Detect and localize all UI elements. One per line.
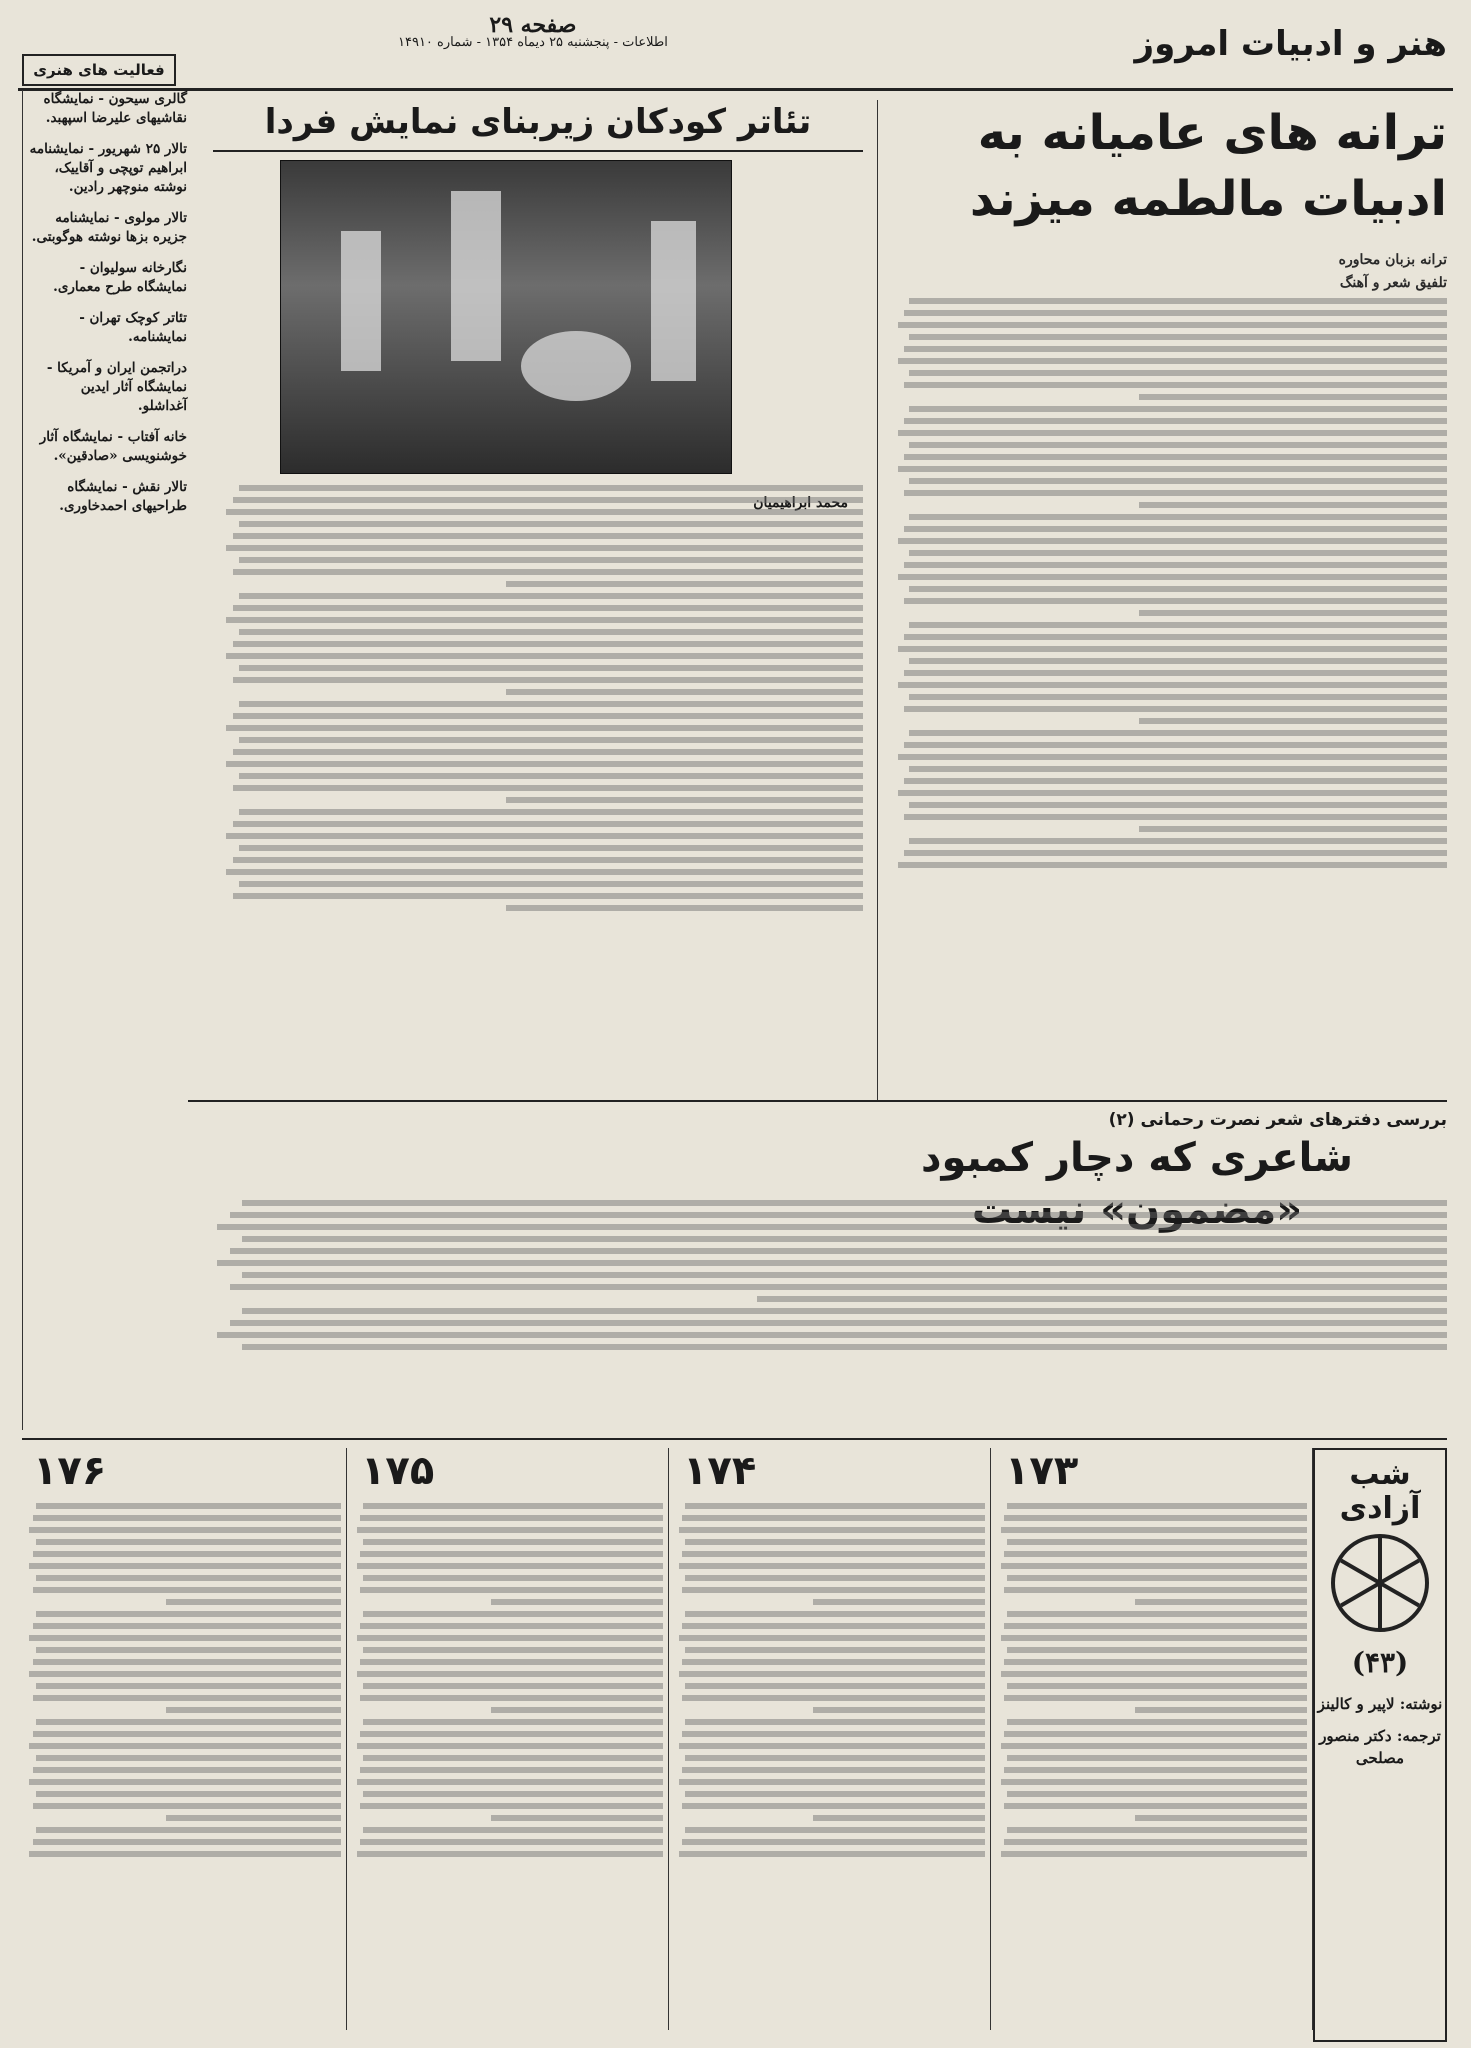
text-line [685, 1683, 985, 1689]
text-line [682, 1587, 985, 1593]
text-line [909, 514, 1447, 520]
text-line [1004, 1767, 1307, 1773]
column-divider [346, 1448, 348, 2030]
photo-figure [651, 221, 696, 381]
text-line [363, 1791, 663, 1797]
text-line [904, 346, 1447, 352]
text-line [360, 1839, 663, 1845]
text-line [1001, 1851, 1307, 1857]
serial-title: شب آزادی [1339, 1457, 1421, 1526]
text-line [226, 545, 863, 551]
text-line [29, 1563, 341, 1569]
issue-line: اطلاعات - پنجشنبه ۲۵ دیماه ۱۳۵۴ - شماره ۱۴۹۱۰ [398, 35, 668, 50]
text-line [909, 478, 1447, 484]
text-line [357, 1743, 663, 1749]
text-line [813, 1707, 985, 1713]
text-line [36, 1755, 341, 1761]
text-line [898, 538, 1447, 544]
text-line [360, 1551, 663, 1557]
episode-number: ۱۷۵ [361, 1448, 435, 1494]
text-line [679, 1635, 985, 1641]
text-line [230, 1248, 1447, 1254]
text-line [239, 557, 863, 563]
text-line [357, 1563, 663, 1569]
text-line [1135, 1707, 1307, 1713]
text-line [1004, 1623, 1307, 1629]
text-line [904, 742, 1447, 748]
text-line [757, 1296, 1447, 1302]
text-line [33, 1623, 341, 1629]
text-line [1001, 1671, 1307, 1677]
text-line [679, 1851, 985, 1857]
text-line [909, 694, 1447, 700]
text-line [242, 1344, 1447, 1350]
text-line [1139, 394, 1447, 400]
text-line [360, 1587, 663, 1593]
text-line [239, 737, 863, 743]
text-line [233, 641, 864, 647]
text-line [682, 1623, 985, 1629]
text-line [1001, 1563, 1307, 1569]
text-line [36, 1611, 341, 1617]
text-line [1004, 1695, 1307, 1701]
text-line [909, 442, 1447, 448]
newspaper-page [18, 10, 1453, 2040]
text-line [491, 1599, 663, 1605]
text-line [682, 1839, 985, 1845]
column-divider [877, 100, 879, 1100]
column-divider [668, 1448, 670, 2030]
event-item: تئاتر کوچک تهران - نمایشنامه. [79, 310, 187, 345]
photo-figure [341, 231, 381, 371]
text-line [904, 634, 1447, 640]
text-line [230, 1320, 1447, 1326]
text-line [909, 586, 1447, 592]
episode-column [351, 1448, 663, 2030]
text-line [239, 485, 863, 491]
text-line [1139, 502, 1447, 508]
text-line [226, 761, 863, 767]
text-line [36, 1647, 341, 1653]
text-line [239, 665, 863, 671]
photo-figure [521, 331, 631, 401]
article-songs-body [887, 246, 1447, 1126]
text-line [682, 1659, 985, 1665]
episode-body [673, 1498, 985, 2018]
text-line [898, 646, 1447, 652]
text-line [36, 1719, 341, 1725]
text-line [898, 358, 1447, 364]
text-line [685, 1827, 985, 1833]
text-line [904, 850, 1447, 856]
wheel-icon [1331, 1534, 1429, 1632]
text-line [363, 1683, 663, 1689]
text-line [29, 1635, 341, 1641]
text-line [226, 617, 863, 623]
text-line [909, 370, 1447, 376]
text-line [226, 725, 863, 731]
episode-column [995, 1448, 1307, 2030]
text-line [360, 1803, 663, 1809]
serial-part: (۴۳) [1351, 1646, 1409, 1679]
text-line [357, 1671, 663, 1677]
text-line [1004, 1839, 1307, 1845]
text-line [363, 1827, 663, 1833]
text-line [909, 622, 1447, 628]
text-line [360, 1623, 663, 1629]
episode-body [351, 1498, 663, 2018]
text-line [904, 526, 1447, 532]
text-line [909, 550, 1447, 556]
text-line [233, 497, 864, 503]
text-line [36, 1827, 341, 1833]
text-line [29, 1851, 341, 1857]
text-line [233, 749, 864, 755]
text-line [33, 1659, 341, 1665]
theater-photo [280, 160, 732, 474]
section-divider [22, 1438, 1447, 1440]
text-line [898, 790, 1447, 796]
text-line [1001, 1635, 1307, 1641]
text-line [166, 1815, 341, 1821]
text-line [898, 430, 1447, 436]
event-item: تالار مولوی - نمایشنامه جزیره بزها نوشته هوگوبتی. [31, 210, 187, 245]
text-line [909, 802, 1447, 808]
text-line [360, 1695, 663, 1701]
text-line [239, 593, 863, 599]
text-line [1004, 1731, 1307, 1737]
page-number: صفحه ۲۹ [489, 12, 577, 38]
text-line [1007, 1683, 1307, 1689]
text-line [909, 298, 1447, 304]
text-line [242, 1272, 1447, 1278]
episode-body [995, 1498, 1307, 2018]
text-line [1004, 1587, 1307, 1593]
text-line [904, 814, 1447, 820]
text-line [909, 766, 1447, 772]
text-line [33, 1731, 341, 1737]
episode-column [673, 1448, 985, 2030]
text-line [217, 1260, 1447, 1266]
text-line [363, 1611, 663, 1617]
text-line [813, 1815, 985, 1821]
text-line [491, 1707, 663, 1713]
text-line [682, 1767, 985, 1773]
text-line [1007, 1611, 1307, 1617]
text-line [1007, 1827, 1307, 1833]
text-line [904, 778, 1447, 784]
event-item: گالری سیحون - نمایشگاه نقاشیهای علیرضا اسپهبد. [43, 91, 187, 126]
text-line [242, 1236, 1447, 1242]
text-line [1004, 1551, 1307, 1557]
text-line [1007, 1755, 1307, 1761]
text-line [239, 809, 863, 815]
text-line [1135, 1599, 1307, 1605]
text-line [230, 1212, 1447, 1218]
text-line [909, 838, 1447, 844]
text-line [363, 1647, 663, 1653]
text-line [898, 862, 1447, 868]
text-line [226, 509, 863, 515]
text-line [360, 1515, 663, 1521]
text-line [36, 1539, 341, 1545]
text-line [33, 1695, 341, 1701]
text-line [36, 1503, 341, 1509]
text-line [506, 689, 864, 695]
section-divider [188, 1100, 1447, 1102]
text-line [233, 893, 864, 899]
text-line [909, 730, 1447, 736]
text-line [1007, 1503, 1307, 1509]
article-theater-title: تئاتر کودکان زیربنای نمایش فردا [213, 100, 863, 152]
text-line [909, 334, 1447, 340]
text-line [506, 905, 864, 911]
event-item: تالار ۲۵ شهریور - نمایشنامه ابراهیم توپچی و آقاییک، نوشته منوچهر رادین. [29, 141, 187, 195]
text-line [904, 670, 1447, 676]
text-line [233, 569, 864, 575]
text-line [685, 1647, 985, 1653]
text-line [239, 701, 863, 707]
text-line [239, 521, 863, 527]
episode-body [23, 1498, 341, 2018]
text-line [813, 1599, 985, 1605]
article-poetry-title: شاعری که دچار کمبود «مضمون» نیست [921, 1135, 1353, 1233]
text-line [226, 653, 863, 659]
column-divider [990, 1448, 992, 2030]
text-line [685, 1611, 985, 1617]
text-line [1139, 718, 1447, 724]
episode-number: ۱۷۳ [1005, 1448, 1079, 1494]
serial-box [1313, 1448, 1447, 2042]
text-line [233, 857, 864, 863]
event-item: دراتجمن ایران و آمریکا - نمایشگاه آثار ایدین آغداشلو. [46, 360, 187, 414]
text-line [357, 1779, 663, 1785]
text-line [233, 605, 864, 611]
article-theater-body [213, 480, 863, 1100]
section-title: هنر و ادبیات امروز [1134, 24, 1447, 64]
text-line [682, 1551, 985, 1557]
text-line [909, 658, 1447, 664]
text-line [679, 1563, 985, 1569]
text-line [363, 1575, 663, 1581]
text-line [904, 310, 1447, 316]
text-line [685, 1503, 985, 1509]
episode-number: ۱۷۶ [33, 1448, 107, 1494]
text-line [682, 1515, 985, 1521]
article-songs-subhead: ترانه بزبان محاوره [1338, 252, 1447, 268]
article-poetry-body [192, 1195, 1447, 1435]
text-line [166, 1599, 341, 1605]
text-line [1007, 1719, 1307, 1725]
text-line [685, 1575, 985, 1581]
serial-author: نوشته: لاپیر و کالینز [1317, 1695, 1443, 1713]
episode-number: ۱۷۴ [683, 1448, 757, 1494]
masthead [18, 10, 1453, 91]
text-line [1001, 1527, 1307, 1533]
text-line [898, 574, 1447, 580]
text-line [1007, 1575, 1307, 1581]
text-line [360, 1731, 663, 1737]
text-line [36, 1791, 341, 1797]
text-line [363, 1755, 663, 1761]
text-line [506, 581, 864, 587]
text-line [29, 1671, 341, 1677]
text-line [166, 1707, 341, 1713]
text-line [1004, 1515, 1307, 1521]
text-line [904, 490, 1447, 496]
article-theater-byline: محمد ابراهیمیان [753, 495, 848, 511]
text-line [217, 1332, 1447, 1338]
text-line [239, 629, 863, 635]
text-line [33, 1515, 341, 1521]
text-line [363, 1503, 663, 1509]
text-line [679, 1743, 985, 1749]
text-line [491, 1815, 663, 1821]
text-line [363, 1539, 663, 1545]
event-item: خانه آفتاب - نمایشگاه آثار خوشنویسی «صادقین». [39, 429, 187, 464]
text-line [226, 869, 863, 875]
text-line [242, 1200, 1447, 1206]
text-line [1135, 1815, 1307, 1821]
text-line [685, 1539, 985, 1545]
text-line [33, 1839, 341, 1845]
text-line [1139, 610, 1447, 616]
text-line [1004, 1803, 1307, 1809]
text-line [239, 845, 863, 851]
column-divider [1312, 1448, 1314, 2030]
text-line [233, 677, 864, 683]
events-heading: فعالیت های هنری [22, 54, 176, 86]
text-line [29, 1527, 341, 1533]
text-line [904, 706, 1447, 712]
text-line [33, 1803, 341, 1809]
text-line [904, 454, 1447, 460]
serial-translator: ترجمه: دکتر منصور مصلحی [1319, 1727, 1441, 1767]
episode-column [23, 1448, 341, 2030]
text-line [682, 1803, 985, 1809]
text-line [679, 1527, 985, 1533]
text-line [33, 1551, 341, 1557]
text-line [898, 682, 1447, 688]
text-line [36, 1683, 341, 1689]
text-line [233, 713, 864, 719]
text-line [685, 1791, 985, 1797]
page-info [398, 12, 668, 52]
text-line [904, 382, 1447, 388]
text-line [233, 533, 864, 539]
text-line [242, 1308, 1447, 1314]
text-line [357, 1527, 663, 1533]
article-songs-title: ترانه های عامیانه به ادبیات مالطمه میزند [969, 105, 1447, 227]
article-poetry-kicker: بررسی دفترهای شعر نصرت رحمانی (۲) [1108, 1110, 1447, 1130]
text-line [682, 1731, 985, 1737]
text-line [679, 1671, 985, 1677]
text-line [679, 1779, 985, 1785]
text-line [898, 754, 1447, 760]
text-line [217, 1224, 1447, 1230]
text-line [357, 1851, 663, 1857]
text-line [1001, 1779, 1307, 1785]
text-line [29, 1779, 341, 1785]
text-line [357, 1635, 663, 1641]
text-line [685, 1719, 985, 1725]
event-item: تالار نقش - نمایشگاه طراحیهای احمدخاوری. [59, 479, 187, 514]
text-line [230, 1284, 1447, 1290]
text-line [360, 1659, 663, 1665]
text-line [898, 466, 1447, 472]
text-line [36, 1575, 341, 1581]
events-column [22, 90, 187, 1430]
event-item: نگارخانه سولیوان - نمایشگاه طرح معماری. [53, 260, 187, 295]
text-line [1004, 1659, 1307, 1665]
text-line [33, 1587, 341, 1593]
text-line [682, 1695, 985, 1701]
text-line [904, 418, 1447, 424]
text-line [33, 1767, 341, 1773]
text-line [233, 785, 864, 791]
text-line [909, 406, 1447, 412]
photo-figure [451, 191, 501, 361]
text-line [239, 773, 863, 779]
text-line [29, 1743, 341, 1749]
text-line [1139, 826, 1447, 832]
text-line [239, 881, 863, 887]
text-line [233, 821, 864, 827]
text-line [1007, 1791, 1307, 1797]
text-line [904, 598, 1447, 604]
text-line [1007, 1647, 1307, 1653]
text-line [1001, 1743, 1307, 1749]
text-line [506, 797, 864, 803]
text-line [226, 833, 863, 839]
text-line [685, 1755, 985, 1761]
text-line [363, 1719, 663, 1725]
text-line [360, 1767, 663, 1773]
article-songs-subhead: تلفیق شعر و آهنگ [1339, 275, 1447, 291]
text-line [904, 562, 1447, 568]
text-line [898, 322, 1447, 328]
text-line [1007, 1539, 1307, 1545]
